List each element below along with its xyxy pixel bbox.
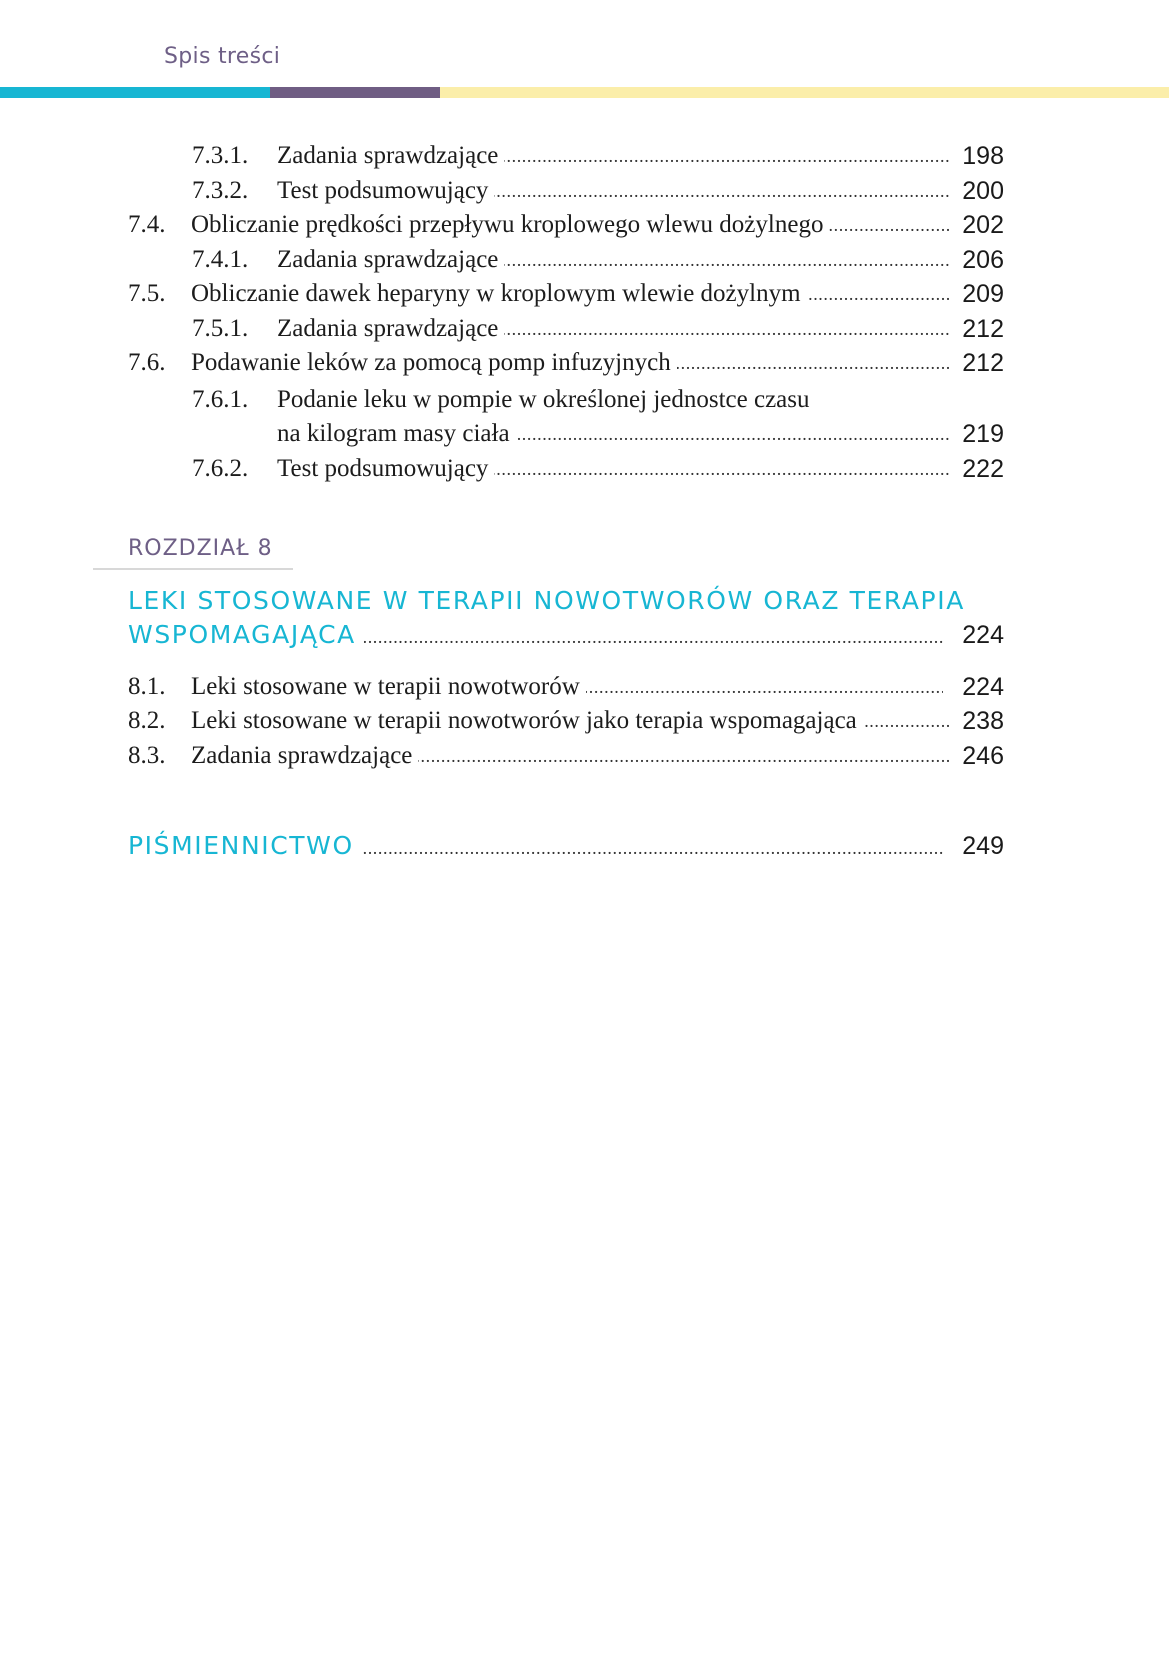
toc-entry-number: 7.5.1. bbox=[192, 315, 249, 342]
running-header: Spis treści bbox=[164, 44, 281, 69]
toc-entry-page: 200 bbox=[962, 177, 1004, 205]
chapter-title-page: 224 bbox=[962, 621, 1004, 649]
toc-entry-7-6-1-line2[interactable] bbox=[0, 417, 1169, 451]
header-bar-yellow bbox=[440, 87, 1169, 98]
toc-entry-number: 7.6.1. bbox=[192, 386, 249, 413]
toc-entry-number: 8.3. bbox=[128, 742, 166, 769]
toc-entry-page: 219 bbox=[962, 420, 1004, 448]
toc-entry-number: 7.5. bbox=[128, 280, 166, 307]
toc-entry-page: 209 bbox=[962, 280, 1004, 308]
bibliography-title: PIŚMIENNICTWO ..... bbox=[128, 828, 943, 864]
toc-entry-number: 7.3.2. bbox=[192, 177, 249, 204]
toc-entry-8-3[interactable] bbox=[0, 739, 1169, 773]
toc-entry-number: 7.4. bbox=[128, 211, 166, 238]
chapter-label: ROZDZIAŁ 8 bbox=[128, 536, 273, 561]
toc-entry-7-4-1[interactable] bbox=[0, 243, 1169, 277]
toc-entry-number: 7.6. bbox=[128, 349, 166, 376]
bibliography-entry[interactable] bbox=[0, 828, 1169, 864]
toc-entry-8-1[interactable] bbox=[0, 670, 1169, 704]
toc-entry-7-6-2[interactable] bbox=[0, 452, 1169, 486]
toc-entry-title: Test podsumowujący ..... bbox=[277, 174, 949, 208]
toc-entry-title-line1: Podanie leku w pompie w określonej jednostce czasu bbox=[277, 386, 810, 413]
toc-entry-number: 8.2. bbox=[128, 707, 166, 734]
toc-entry-title: Test podsumowujący ..... bbox=[277, 452, 949, 486]
header-bar-purple bbox=[270, 87, 440, 98]
toc-entry-title: Zadania sprawdzające ..... bbox=[191, 739, 949, 773]
toc-entry-7-6-1-line1[interactable] bbox=[0, 383, 1169, 417]
toc-entry-title: Obliczanie prędkości przepływu kroplowego wlewu dożylnego ..... bbox=[191, 208, 949, 242]
toc-entry-page: 202 bbox=[962, 211, 1004, 239]
chapter-title-line2[interactable] bbox=[0, 617, 1169, 653]
toc-entry-number: 7.3.1. bbox=[192, 142, 249, 169]
header-bar-cyan bbox=[0, 87, 270, 98]
toc-entry-number: 8.1. bbox=[128, 673, 166, 700]
toc-entry-7-6[interactable] bbox=[0, 346, 1169, 380]
toc-entry-7-4[interactable] bbox=[0, 208, 1169, 242]
toc-entry-title: Zadania sprawdzające ..... bbox=[277, 139, 949, 173]
toc-entry-title: Zadania sprawdzające ..... bbox=[277, 312, 949, 346]
chapter-title-text: LEKI STOSOWANE W TERAPII NOWOTWORÓW ORAZ TERAPIA bbox=[128, 586, 965, 615]
chapter-title-text: WSPOMAGAJĄCA ..... bbox=[128, 617, 943, 653]
toc-entry-page: 206 bbox=[962, 246, 1004, 274]
toc-entry-page: 212 bbox=[962, 315, 1004, 343]
toc-entry-title: Leki stosowane w terapii nowotworów ..... bbox=[191, 670, 943, 704]
chapter-label-underline bbox=[93, 568, 293, 570]
toc-entry-page: 198 bbox=[962, 142, 1004, 170]
toc-entry-8-2[interactable] bbox=[0, 704, 1169, 738]
toc-entry-title: Podawanie leków za pomocą pomp infuzyjnych ..... bbox=[191, 346, 949, 380]
chapter-title-line1[interactable] bbox=[0, 583, 1169, 619]
toc-entry-page: 238 bbox=[962, 707, 1004, 735]
toc-entry-number: 7.6.2. bbox=[192, 455, 249, 482]
toc-entry-7-3-1[interactable] bbox=[0, 139, 1169, 173]
toc-entry-7-5-1[interactable] bbox=[0, 312, 1169, 346]
toc-entry-page: 246 bbox=[962, 742, 1004, 770]
toc-entry-title-line2: na kilogram masy ciała ..... bbox=[277, 417, 949, 451]
bibliography-page: 249 bbox=[962, 832, 1004, 860]
toc-entry-page: 222 bbox=[962, 455, 1004, 483]
toc-entry-number: 7.4.1. bbox=[192, 246, 249, 273]
toc-entry-title: Leki stosowane w terapii nowotworów jako terapia wspomagająca ..... bbox=[191, 704, 949, 738]
toc-entry-title: Obliczanie dawek heparyny w kroplowym wlewie dożylnym ..... bbox=[191, 277, 949, 311]
toc-entry-7-3-2[interactable] bbox=[0, 174, 1169, 208]
toc-entry-7-5[interactable] bbox=[0, 277, 1169, 311]
toc-entry-title: Zadania sprawdzające ..... bbox=[277, 243, 949, 277]
toc-entry-page: 224 bbox=[962, 673, 1004, 701]
toc-entry-page: 212 bbox=[962, 349, 1004, 377]
